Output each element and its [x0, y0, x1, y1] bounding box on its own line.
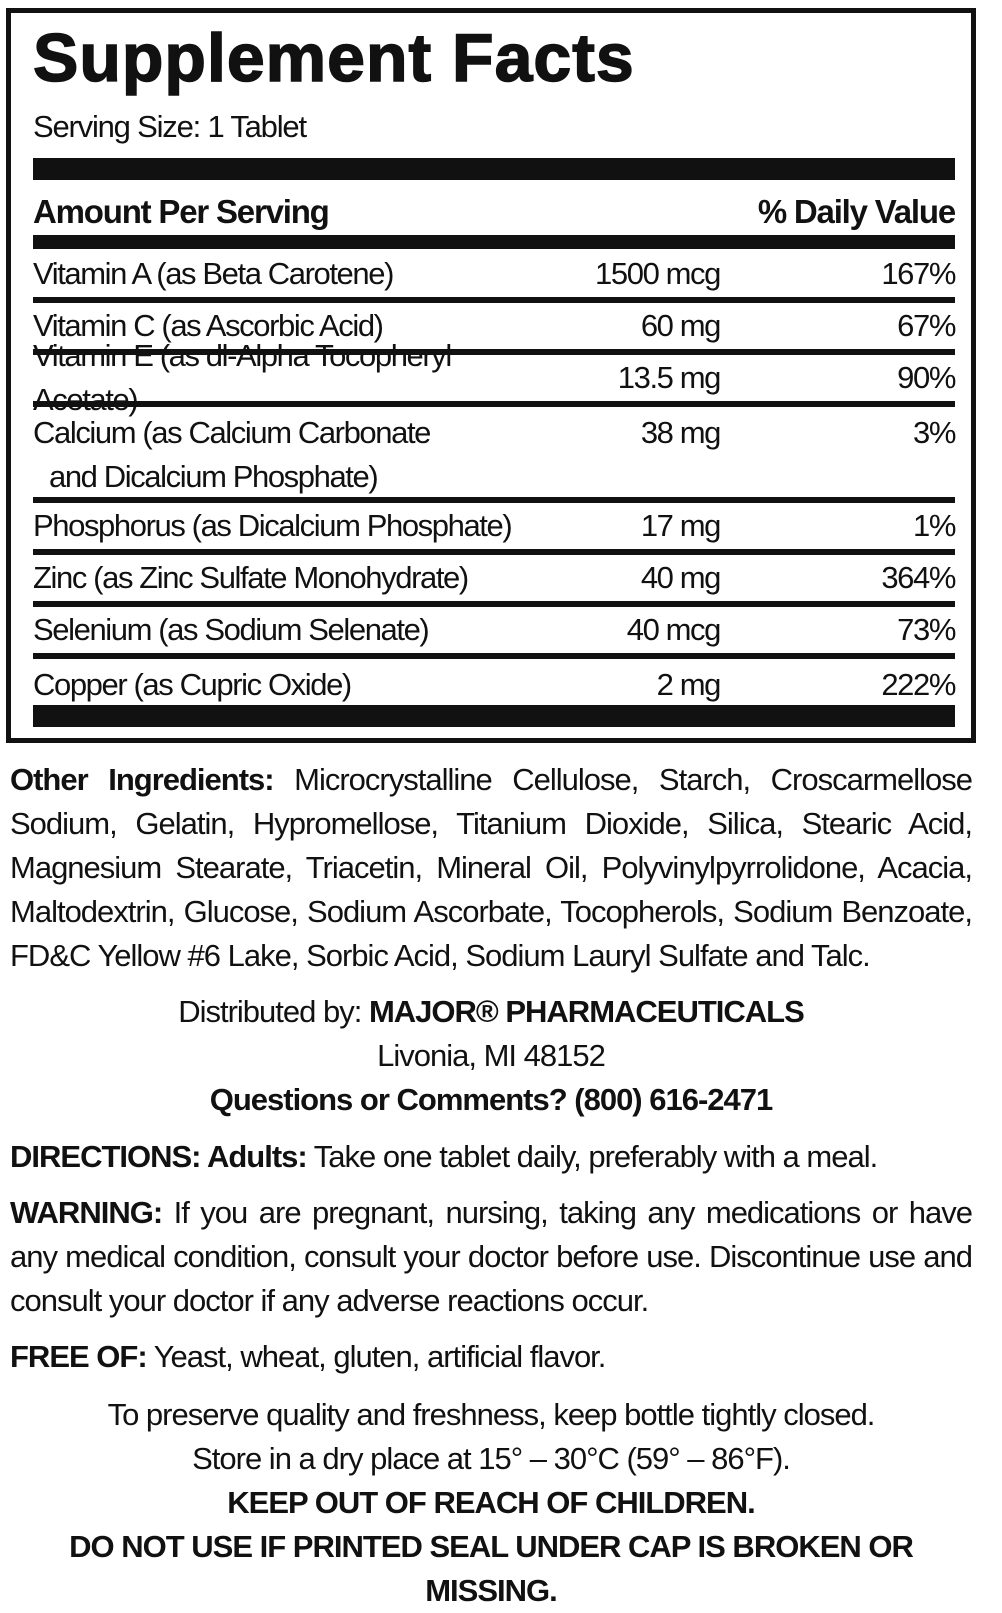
nutrient-dv: 1%: [912, 508, 955, 543]
nutrient-name: Phosphorus (as Dicalcium Phosphate): [33, 508, 512, 543]
nutrient-dv: 222%: [881, 667, 955, 702]
nutrient-dv: 90%: [897, 360, 955, 395]
caution-line: KEEP OUT OF REACH OF CHILDREN.: [227, 1485, 755, 1520]
nutrient-amount: 40 mcg: [626, 612, 720, 647]
nutrient-dv: 73%: [897, 612, 955, 647]
table-row: [33, 338, 955, 417]
table-row: [33, 407, 955, 503]
distributor-address: Livonia, MI 48152: [377, 1038, 605, 1073]
nutrient-name-line2: and Dicalcium Phosphate): [49, 459, 378, 494]
nutrient-name: Vitamin E (as dl-Alpha Tocopheryl Acetate): [33, 338, 451, 417]
nutrient-name: [33, 411, 540, 499]
daily-value-header: % Daily Value: [757, 193, 955, 230]
nutrient-amount: 2 mg: [656, 667, 720, 702]
distributor-info: [10, 990, 972, 1122]
storage-line: Store in a dry place at 15° – 30°C (59° – 86°F).: [192, 1441, 790, 1476]
nutrient-dv: 364%: [881, 560, 955, 595]
nutrient-name: Vitamin A (as Beta Carotene): [33, 256, 394, 291]
nutrient-amount: 17 mg: [640, 508, 720, 543]
directions-text: Take one tablet daily, preferably with a meal.: [306, 1139, 878, 1174]
nutrient-dv: 67%: [897, 308, 955, 343]
nutrient-table: [33, 251, 955, 711]
distributor-prefix: Distributed by:: [178, 994, 369, 1029]
storage-line: To preserve quality and freshness, keep bottle tightly closed.: [107, 1397, 875, 1432]
table-row: [33, 659, 955, 711]
warning: [10, 1191, 972, 1323]
warning-label: WARNING:: [10, 1195, 163, 1230]
distributor-line: [10, 990, 972, 1034]
amount-per-serving-header: Amount Per Serving: [33, 193, 329, 230]
nutrient-dv: 167%: [881, 256, 955, 291]
caution-line: DO NOT USE IF PRINTED SEAL UNDER CAP IS BROKEN OR MISSING.: [69, 1529, 913, 1608]
other-ingredients-text: Microcrystalline Cellulose, Starch, Croscarmellose Sodium, Gelatin, Hypromellose, Titanium Dioxide, Silica, Stearic Acid, Magnesium Stearate, Triacetin, Mineral Oil, Polyvinylpyrrolidone, Acacia, Maltodextrin, Glucose, Sodium Ascorbate, Tocopherols, Sodium Benzoate, FD&C Yellow #6 Lake, Sorbic Acid, Sodium Lauryl Sulfate and Talc.: [10, 762, 972, 973]
other-ingredients-label: Other Ingredients:: [10, 762, 274, 797]
nutrient-amount: 40 mg: [640, 560, 720, 595]
thick-divider: [33, 158, 955, 180]
supplement-facts-panel: [6, 8, 976, 743]
table-row: [33, 503, 955, 555]
thick-divider-bottom: [33, 705, 955, 727]
storage-info: [10, 1393, 972, 1613]
table-row: [33, 607, 955, 659]
nutrient-amount: 60 mg: [640, 308, 720, 343]
serving-size: Serving Size: 1 Tablet: [33, 109, 306, 144]
nutrient-dv: 3%: [912, 415, 955, 450]
medium-divider: [33, 235, 955, 249]
panel-title: Supplement Facts: [33, 20, 635, 96]
nutrient-name: Zinc (as Zinc Sulfate Monohydrate): [33, 560, 468, 595]
other-ingredients: [10, 758, 972, 978]
nutrient-amount: 1500 mcg: [595, 256, 720, 291]
table-row: [33, 555, 955, 607]
free-of-text: Yeast, wheat, gluten, artificial flavor.: [146, 1339, 606, 1374]
directions: [10, 1135, 972, 1179]
nutrient-amount: 13.5 mg: [617, 360, 720, 395]
distributor-name: MAJOR® PHARMACEUTICALS: [368, 994, 804, 1029]
table-header: [33, 189, 955, 235]
nutrient-name: Copper (as Cupric Oxide): [33, 667, 351, 702]
free-of-label: FREE OF:: [10, 1339, 147, 1374]
directions-label: DIRECTIONS: Adults:: [10, 1139, 307, 1174]
nutrient-name: Vitamin C (as Ascorbic Acid): [33, 308, 383, 343]
free-of: [10, 1335, 972, 1379]
table-row: [33, 251, 955, 303]
warning-text: If you are pregnant, nursing, taking any medications or have any medical condition, consult your doctor before use. Discontinue use and consult your doctor if any adverse reactions occur.: [10, 1195, 972, 1318]
nutrient-name-line1: Calcium (as Calcium Carbonate: [33, 415, 431, 450]
nutrient-amount: 38 mg: [640, 415, 720, 450]
distributor-contact: Questions or Comments? (800) 616-2471: [209, 1082, 773, 1117]
nutrient-name: Selenium (as Sodium Selenate): [33, 612, 429, 647]
